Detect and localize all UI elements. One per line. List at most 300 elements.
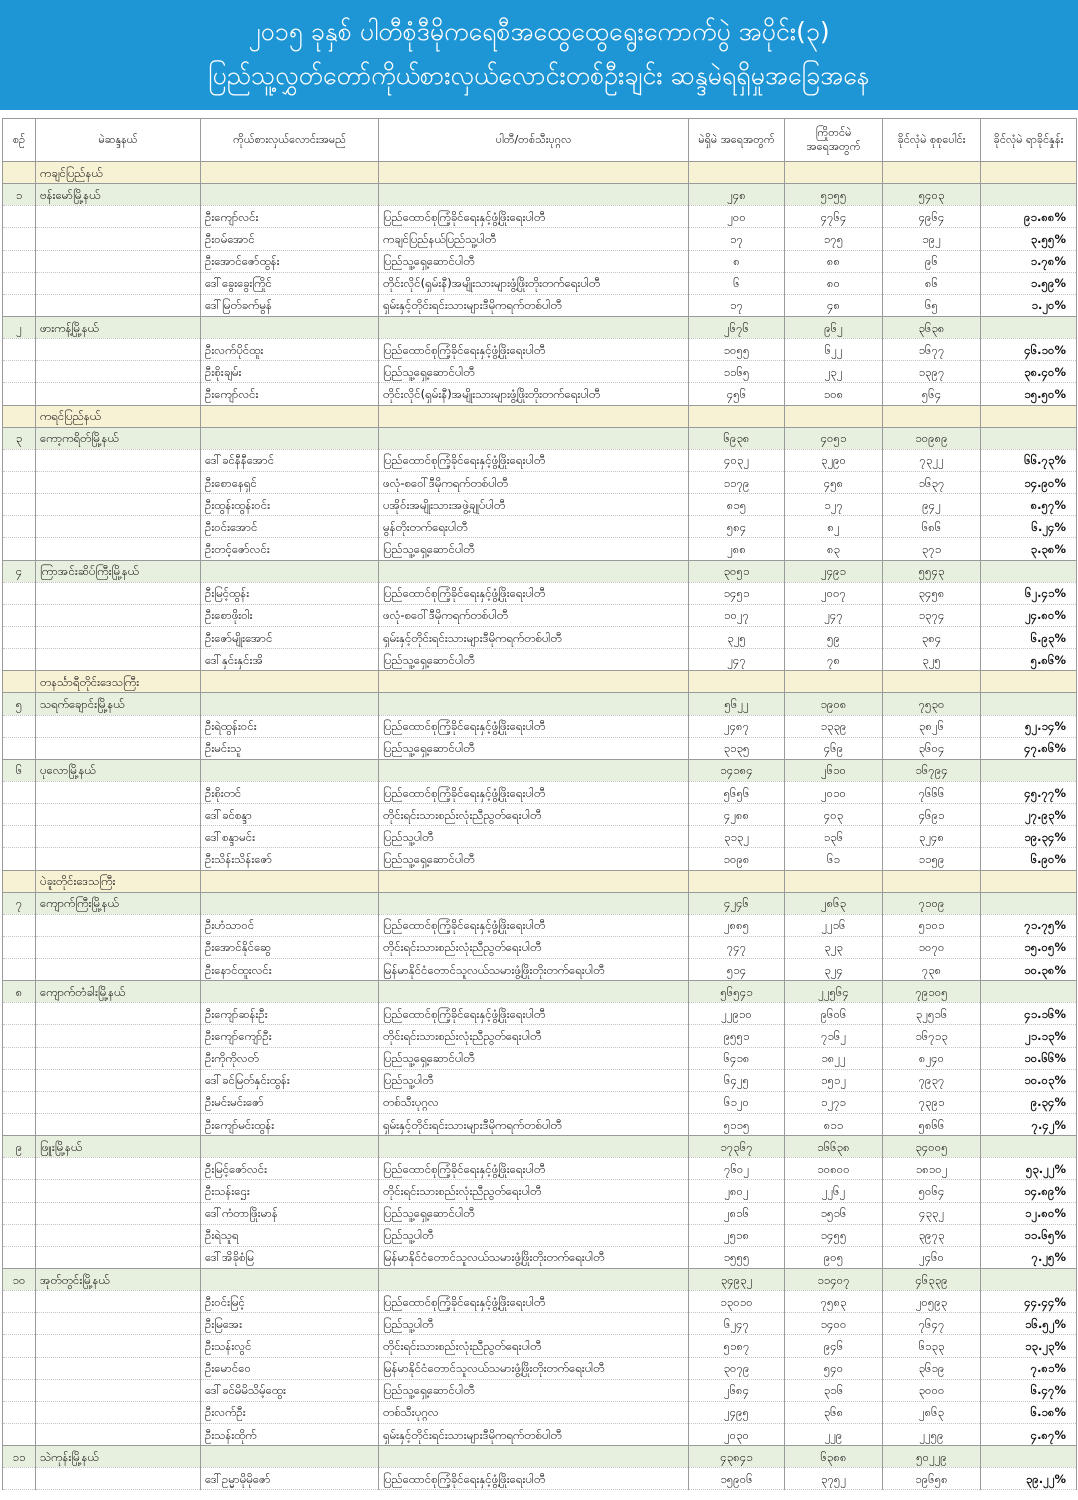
candidate-name-cell: ဦးအောင်နိုင်ဆွေ	[201, 936, 379, 958]
votes-cell: ၈	[689, 250, 785, 272]
advance-votes-cell: ၂၂၉	[785, 1424, 883, 1446]
row-no-cell	[3, 848, 36, 870]
party-name-cell: ပြည်ထောင်စုကြံ့ခိုင်ရေးနှင့်ဖွံ့ဖြိုးရေးပါတီ	[379, 715, 689, 737]
constituency-cell	[36, 1313, 201, 1335]
row-no-cell	[3, 272, 36, 294]
row-no-cell	[3, 914, 36, 936]
row-no-cell	[3, 228, 36, 250]
party-name-cell: ပြည်ထောင်စုကြံ့ခိုင်ရေးနှင့်ဖွံ့ဖြိုးရေးပါတီ	[379, 582, 689, 604]
votes-cell: ၁၇	[689, 294, 785, 316]
row-no-cell	[3, 959, 36, 981]
row-no-cell: ၂	[3, 316, 36, 338]
constituency-cell	[36, 848, 201, 870]
table-row	[3, 1158, 1077, 1180]
advance-votes-cell: ၉၆၀၆	[785, 1003, 883, 1025]
votes-cell: ၄၅၆	[689, 383, 785, 405]
total-cell: ၃၀၀၀	[883, 1379, 981, 1401]
votes-cell: ၅၆၂၂	[689, 693, 785, 715]
row-no-cell	[3, 626, 36, 648]
party-name-cell: ရှမ်းနှင့်တိုင်းရင်းသားများဒီမိုကရက်တစ်ပါတီ	[379, 294, 689, 316]
votes-cell: ၂၅၁၈	[689, 1224, 785, 1246]
region-row	[3, 405, 1077, 427]
total-cell: ၈၆	[883, 272, 981, 294]
votes-cell: ၃၀၇၉	[689, 1357, 785, 1379]
votes-cell: ၂၈၈၅	[689, 914, 785, 936]
row-no-cell	[3, 1224, 36, 1246]
votes-cell: ၁၀၂၇	[689, 604, 785, 626]
constituency-cell	[36, 1158, 201, 1180]
total-cell: ၃၄၀၀၅	[883, 1136, 981, 1158]
percent-cell: ၁၄.၈၉%	[981, 1180, 1077, 1202]
constituency-cell	[36, 272, 201, 294]
advance-votes-cell: ၁၃၃၉	[785, 715, 883, 737]
col-header-constituency: မဲဆန္ဒနယ်	[36, 119, 201, 162]
advance-votes-cell: ၇၁၆၂	[785, 1025, 883, 1047]
advance-votes-cell: ၁၄၀၀	[785, 1313, 883, 1335]
constituency-cell	[36, 339, 201, 361]
candidate-name-cell: ဦးသန်းဌေး	[201, 1180, 379, 1202]
total-cell: ၁၆၇၁၃	[883, 1025, 981, 1047]
advance-votes-cell: ၁၀၈၀၀	[785, 1158, 883, 1180]
table-body	[3, 162, 1077, 1490]
total-cell: ၁၉၆၅၈	[883, 1468, 981, 1490]
advance-votes-cell: ၂၆၁၀	[785, 759, 883, 781]
total-cell: ၇၆၆၆	[883, 781, 981, 803]
votes-cell: ၆	[689, 272, 785, 294]
total-cell: ၄၆၉၁	[883, 804, 981, 826]
votes-cell: ၂၀၃၀	[689, 1424, 785, 1446]
col-header-percent: ခိုင်လုံမဲ ရာခိုင်နှုန်း	[981, 119, 1077, 162]
candidate-name-cell: ဦးကျော်မင်းထွန်း	[201, 1114, 379, 1136]
party-name-cell: မွန်တိုးတက်ရေးပါတီ	[379, 516, 689, 538]
party-cell	[379, 1269, 689, 1291]
constituency-cell	[36, 1069, 201, 1091]
votes-cell	[689, 870, 785, 892]
percent-cell: ၃.၃၈%	[981, 538, 1077, 560]
total-cell: ၃၉၇၃	[883, 1224, 981, 1246]
row-no-cell	[3, 649, 36, 671]
percent-cell: ၁၀.၀၃%	[981, 1069, 1077, 1091]
total-cell: ၃၈၄	[883, 626, 981, 648]
party-name-cell: ပြည်သူ့ရှေ့ဆောင်ပါတီ	[379, 649, 689, 671]
total-cell: ၄၆၃၃၉	[883, 1269, 981, 1291]
region-row	[3, 671, 1077, 693]
constituency-cell	[36, 1401, 201, 1423]
votes-cell: ၂၄၈၇	[689, 715, 785, 737]
table-row	[3, 1401, 1077, 1423]
table-row	[3, 1468, 1077, 1490]
advance-votes-cell: ၅၄၀	[785, 1357, 883, 1379]
row-no-cell	[3, 936, 36, 958]
constituency-name-cell: ဖားကန့်မြို့နယ်	[36, 316, 201, 338]
advance-votes-cell: ၁၇၅	[785, 228, 883, 250]
col-header-party: ပါတီ/တစ်သီးပုဂ္ဂလ	[379, 119, 689, 162]
advance-votes-cell: ၄၈	[785, 294, 883, 316]
row-no-cell	[3, 1379, 36, 1401]
total-cell: ၁၆၇၉၄	[883, 759, 981, 781]
advance-votes-cell: ၅၁၅၅	[785, 184, 883, 206]
table-row	[3, 516, 1077, 538]
votes-cell: ၁၇	[689, 228, 785, 250]
row-no-cell	[3, 538, 36, 560]
table-row	[3, 228, 1077, 250]
total-cell: ၇၆၄၇	[883, 1313, 981, 1335]
constituency-row	[3, 184, 1077, 206]
party-name-cell: ပြည်သူ့ရှေ့ဆောင်ပါတီ	[379, 250, 689, 272]
table-row	[3, 494, 1077, 516]
party-cell	[379, 560, 689, 582]
row-no-cell: ၁၁	[3, 1446, 36, 1468]
candidate-name-cell: ဦးလက်ဦး	[201, 1401, 379, 1423]
votes-cell: ၆၄၁၈	[689, 1047, 785, 1069]
row-no-cell	[3, 206, 36, 228]
row-no-cell	[3, 294, 36, 316]
votes-cell: ၈၁၅	[689, 494, 785, 516]
party-cell	[379, 405, 689, 427]
advance-votes-cell: ၂၄၇	[785, 604, 883, 626]
table-row	[3, 1069, 1077, 1091]
constituency-cell	[36, 914, 201, 936]
percent-cell: ၃၈.၄၀%	[981, 361, 1077, 383]
row-no-cell	[3, 1468, 36, 1490]
constituency-cell	[36, 804, 201, 826]
party-name-cell: ပြည်ထောင်စုကြံ့ခိုင်ရေးနှင့်ဖွံ့ဖြိုးရေးပါတီ	[379, 449, 689, 471]
row-no-cell	[3, 826, 36, 848]
row-no-cell	[3, 1069, 36, 1091]
votes-cell: ၆၁၂၀	[689, 1091, 785, 1113]
total-cell: ၅၈၆၆	[883, 1114, 981, 1136]
percent-cell	[981, 405, 1077, 427]
total-cell	[883, 671, 981, 693]
percent-cell: ၂၄.၈၀%	[981, 604, 1077, 626]
constituency-row	[3, 759, 1077, 781]
candidate-name-cell: ဦးမောင်ဝေ	[201, 1357, 379, 1379]
percent-cell: ၆၂.၄၁%	[981, 582, 1077, 604]
percent-cell	[981, 162, 1077, 184]
table-row	[3, 1091, 1077, 1113]
constituency-cell	[36, 959, 201, 981]
table-row	[3, 649, 1077, 671]
constituency-cell	[36, 1003, 201, 1025]
party-name-cell: ပြည်ထောင်စုကြံ့ခိုင်ရေးနှင့်ဖွံ့ဖြိုးရေးပါတီ	[379, 339, 689, 361]
advance-votes-cell: ၉၄၆	[785, 1335, 883, 1357]
percent-cell: ၆.၄၇%	[981, 1379, 1077, 1401]
advance-votes-cell: ၃၇၅၂	[785, 1468, 883, 1490]
percent-cell: ၁၀.၃၈%	[981, 959, 1077, 981]
constituency-name-cell: ဖြူးမြို့နယ်	[36, 1136, 201, 1158]
table-header-row	[3, 119, 1077, 162]
total-cell: ၅၀၆၄	[883, 1180, 981, 1202]
candidate-name-cell: ဦးသိန်းသိန်းဇော်	[201, 848, 379, 870]
row-no-cell	[3, 781, 36, 803]
candidate-name-cell: ဦးစောနေရှင်	[201, 471, 379, 493]
party-name-cell: တိုင်းရင်းသားစည်းလုံးညီညွတ်ရေးပါတီ	[379, 1180, 689, 1202]
row-no-cell: ၈	[3, 981, 36, 1003]
table-row	[3, 936, 1077, 958]
constituency-cell	[36, 737, 201, 759]
party-name-cell: မြန်မာနိုင်ငံတောင်သူလယ်သမားဖွံ့ဖြိုးတိုးတက်ရေးပါတီ	[379, 959, 689, 981]
advance-votes-cell: ၁၈၂၂	[785, 1047, 883, 1069]
candidate-cell	[201, 1446, 379, 1468]
col-header-advance-votes: ကြိုတင်မဲ အရေအတွက်	[785, 119, 883, 162]
votes-cell: ၁၁၇၉	[689, 471, 785, 493]
row-no-cell: ၁၀	[3, 1269, 36, 1291]
total-cell	[883, 405, 981, 427]
votes-cell: ၇၆၀၂	[689, 1158, 785, 1180]
votes-cell: ၄၂၄၆	[689, 892, 785, 914]
party-cell	[379, 184, 689, 206]
constituency-name-cell: ကြာအင်းဆိပ်ကြီးမြို့နယ်	[36, 560, 201, 582]
candidate-name-cell: ဦးရဲထွန်းဝင်း	[201, 715, 379, 737]
advance-votes-cell: ၁၂၇၁	[785, 1091, 883, 1113]
row-no-cell	[3, 1047, 36, 1069]
party-cell	[379, 162, 689, 184]
party-name-cell: ဖလုံ-စဝေါ်ဒီမိုကရက်တစ်ပါတီ	[379, 471, 689, 493]
votes-cell: ၁၃၀၁၀	[689, 1291, 785, 1313]
votes-cell: ၃၄၉၃၂	[689, 1269, 785, 1291]
votes-cell: ၃၂၅	[689, 626, 785, 648]
region-name-cell: တနင်္သာရီတိုင်းဒေသကြီး	[36, 671, 201, 693]
advance-votes-cell: ၅၉	[785, 626, 883, 648]
constituency-cell	[36, 781, 201, 803]
row-no-cell	[3, 870, 36, 892]
total-cell: ၉၆	[883, 250, 981, 272]
total-cell: ၁၀၇၀	[883, 936, 981, 958]
percent-cell	[981, 671, 1077, 693]
candidate-name-cell: ဒေါ်ခင်နီနီအောင်	[201, 449, 379, 471]
total-cell: ၂၂၅၉	[883, 1424, 981, 1446]
votes-cell: ၅၁၈၇	[689, 1335, 785, 1357]
percent-cell	[981, 1136, 1077, 1158]
votes-cell: ၄၂၈၈	[689, 804, 785, 826]
votes-cell: ၆၉၃၈	[689, 427, 785, 449]
table-row	[3, 1025, 1077, 1047]
row-no-cell	[3, 582, 36, 604]
party-name-cell: ပြည်ထောင်စုကြံ့ခိုင်ရေးနှင့်ဖွံ့ဖြိုးရေးပါတီ	[379, 206, 689, 228]
advance-votes-cell: ၄၆၉	[785, 737, 883, 759]
advance-votes-cell	[785, 870, 883, 892]
candidate-cell	[201, 870, 379, 892]
percent-cell: ၆.၂၄%	[981, 516, 1077, 538]
table-row	[3, 1357, 1077, 1379]
candidate-name-cell: ဦးနောင်ထူးလင်း	[201, 959, 379, 981]
constituency-cell	[36, 1180, 201, 1202]
party-name-cell: တိုင်းလိုင်(ရှမ်းနီ)အမျိုးသားများဖွံ့ဖြိုးတိုးတက်ရေးပါတီ	[379, 383, 689, 405]
percent-cell: ၁.၂၀%	[981, 294, 1077, 316]
row-no-cell	[3, 250, 36, 272]
candidate-name-cell: ဒေါ်ခင်မြတ်နှင်းထွန်း	[201, 1069, 379, 1091]
row-no-cell	[3, 715, 36, 737]
percent-cell: ၁၉.၃၄%	[981, 826, 1077, 848]
percent-cell: ၆.၉၃%	[981, 626, 1077, 648]
percent-cell: ၆.၉၀%	[981, 848, 1077, 870]
advance-votes-cell: ၆၂၂	[785, 339, 883, 361]
constituency-cell	[36, 1357, 201, 1379]
advance-votes-cell	[785, 671, 883, 693]
party-name-cell: ရှမ်းနှင့်တိုင်းရင်းသားများဒီမိုကရက်တစ်ပါတီ	[379, 626, 689, 648]
percent-cell	[981, 316, 1077, 338]
constituency-row	[3, 1269, 1077, 1291]
table-row	[3, 626, 1077, 648]
votes-cell: ၁၅၅၅	[689, 1246, 785, 1268]
candidate-name-cell: ဒေါ်အိခိုစံမြ	[201, 1246, 379, 1268]
party-name-cell: ပြည်သူ့ပါတီ	[379, 1313, 689, 1335]
col-header-no: စဉ်	[3, 119, 36, 162]
row-no-cell	[3, 361, 36, 383]
total-cell: ၄၉၆၄	[883, 206, 981, 228]
party-name-cell: ပြည်သူ့ရှေ့ဆောင်ပါတီ	[379, 361, 689, 383]
title-line-2: ပြည်သူ့လွှတ်တော်ကိုယ်စားလှယ်လောင်းတစ်ဦးချင်း ဆန္ဒမဲရရှိမှုအခြေအနေ	[208, 61, 870, 90]
table-row	[3, 826, 1077, 848]
constituency-row	[3, 981, 1077, 1003]
total-cell: ၃၆၀၄	[883, 737, 981, 759]
votes-cell: ၂၂၉၁၀	[689, 1003, 785, 1025]
votes-cell: ၁၁၆၅	[689, 361, 785, 383]
total-cell: ၆၈၆	[883, 516, 981, 538]
region-name-cell: ပဲခူးတိုင်းဒေသကြီး	[36, 870, 201, 892]
advance-votes-cell: ၉၆၂	[785, 316, 883, 338]
total-cell: ၂၈၆၃	[883, 1401, 981, 1423]
constituency-cell	[36, 361, 201, 383]
votes-cell: ၂၆၈၄	[689, 1379, 785, 1401]
candidate-name-cell: ဦးလက်ပိုင်ထူး	[201, 339, 379, 361]
row-no-cell	[3, 405, 36, 427]
advance-votes-cell	[785, 405, 883, 427]
candidate-name-cell: ဦးဝင်းအောင်	[201, 516, 379, 538]
row-no-cell	[3, 383, 36, 405]
party-name-cell: ပြည်ထောင်စုကြံ့ခိုင်ရေးနှင့်ဖွံ့ဖြိုးရေးပါတီ	[379, 781, 689, 803]
percent-cell	[981, 560, 1077, 582]
row-no-cell	[3, 1180, 36, 1202]
region-row	[3, 162, 1077, 184]
candidate-cell	[201, 671, 379, 693]
party-name-cell: ဖလုံ-စဝေါ်ဒီမိုကရက်တစ်ပါတီ	[379, 604, 689, 626]
party-name-cell: ပြည်သူ့ရှေ့ဆောင်ပါတီ	[379, 538, 689, 560]
votes-cell: ၆၂၄၇	[689, 1313, 785, 1335]
row-no-cell: ၁	[3, 184, 36, 206]
constituency-cell	[36, 1091, 201, 1113]
constituency-cell	[36, 383, 201, 405]
percent-cell	[981, 1269, 1077, 1291]
col-header-votes: မဲရှိမဲ အရေအတွက်	[689, 119, 785, 162]
votes-cell: ၂၄၇	[689, 649, 785, 671]
row-no-cell	[3, 737, 36, 759]
row-no-cell	[3, 1357, 36, 1379]
party-name-cell: တိုင်းလိုင်(ရှမ်းနီ)အမျိုးသားများဖွံ့ဖြိုးတိုးတက်ရေးပါတီ	[379, 272, 689, 294]
table-row	[3, 383, 1077, 405]
party-cell	[379, 316, 689, 338]
candidate-cell	[201, 1269, 379, 1291]
table-row	[3, 339, 1077, 361]
advance-votes-cell: ၈၁၁	[785, 1114, 883, 1136]
votes-cell: ၅၆၅၆	[689, 781, 785, 803]
percent-cell	[981, 892, 1077, 914]
votes-cell: ၇၄၇	[689, 936, 785, 958]
constituency-name-cell: သဲကုန်းမြို့နယ်	[36, 1446, 201, 1468]
row-no-cell	[3, 1091, 36, 1113]
percent-cell: ၄.၈၇%	[981, 1424, 1077, 1446]
row-no-cell	[3, 1246, 36, 1268]
party-name-cell: ပြည်သူ့ပါတီ	[379, 1224, 689, 1246]
candidate-name-cell: ဦးတင့်ဇော်လင်း	[201, 538, 379, 560]
table-row	[3, 781, 1077, 803]
candidate-cell	[201, 162, 379, 184]
total-cell: ၃၂၅၁၆	[883, 1003, 981, 1025]
percent-cell: ၂၇.၉၃%	[981, 804, 1077, 826]
row-no-cell	[3, 1202, 36, 1224]
votes-cell: ၅၈၄	[689, 516, 785, 538]
percent-cell: ၆.၁၈%	[981, 1401, 1077, 1423]
percent-cell: ၁.၅၉%	[981, 272, 1077, 294]
percent-cell: ၉.၃၄%	[981, 1091, 1077, 1113]
percent-cell: ၆၆.၇၃%	[981, 449, 1077, 471]
percent-cell: ၁၁.၆၅%	[981, 1224, 1077, 1246]
constituency-cell	[36, 1335, 201, 1357]
advance-votes-cell: ၉၀၅	[785, 1246, 883, 1268]
party-name-cell: တိုင်းရင်းသားစည်းလုံးညီညွတ်ရေးပါတီ	[379, 1025, 689, 1047]
total-cell: ၇၃၂၂	[883, 449, 981, 471]
percent-cell: ၄၁.၁၆%	[981, 1003, 1077, 1025]
candidate-name-cell: ဦးသန်းလွင်	[201, 1335, 379, 1357]
table-row	[3, 1180, 1077, 1202]
total-cell: ၁၆၃၇	[883, 471, 981, 493]
votes-cell: ၅၆၅၄၁	[689, 981, 785, 1003]
party-name-cell: ပြည်သူ့ရှေ့ဆောင်ပါတီ	[379, 1379, 689, 1401]
percent-cell: ၁၅.၅၀%	[981, 383, 1077, 405]
votes-cell: ၅၁၄	[689, 959, 785, 981]
candidate-name-cell: ဦးစောဖိုးဝါး	[201, 604, 379, 626]
candidate-cell	[201, 560, 379, 582]
percent-cell: ၁၂.၈၀%	[981, 1202, 1077, 1224]
constituency-cell	[36, 228, 201, 250]
candidate-name-cell: ဦးထွန်းထွန်းဝင်း	[201, 494, 379, 516]
advance-votes-cell: ၄၇၆၄	[785, 206, 883, 228]
constituency-cell	[36, 1379, 201, 1401]
votes-cell: ၄၀၃၂	[689, 449, 785, 471]
table-row	[3, 1313, 1077, 1335]
constituency-cell	[36, 250, 201, 272]
party-name-cell: ပြည်ထောင်စုကြံ့ခိုင်ရေးနှင့်ဖွံ့ဖြိုးရေးပါတီ	[379, 1003, 689, 1025]
candidate-cell	[201, 892, 379, 914]
table-row	[3, 1003, 1077, 1025]
party-name-cell: ပအိုဝ်းအမျိုးသားအဖွဲ့ချုပ်ပါတီ	[379, 494, 689, 516]
votes-cell	[689, 405, 785, 427]
candidate-name-cell: ဒေါ်စန္ဒာမင်း	[201, 826, 379, 848]
advance-votes-cell: ၁၉၀၈	[785, 693, 883, 715]
total-cell: ၅၅၄၃	[883, 560, 981, 582]
percent-cell	[981, 870, 1077, 892]
candidate-name-cell: ဦးအောင်ဇော်ထွန်း	[201, 250, 379, 272]
candidate-name-cell: ဦးကျော်ဆန်းဦး	[201, 1003, 379, 1025]
votes-cell: ၁၀၅၅	[689, 339, 785, 361]
party-cell	[379, 870, 689, 892]
constituency-row	[3, 1136, 1077, 1158]
advance-votes-cell: ၃၂၃	[785, 936, 883, 958]
candidate-name-cell: ဒေါ်မြတ်ခက်မွန်	[201, 294, 379, 316]
percent-cell	[981, 759, 1077, 781]
table-row	[3, 449, 1077, 471]
constituency-cell	[36, 494, 201, 516]
region-row	[3, 870, 1077, 892]
table-row	[3, 272, 1077, 294]
constituency-cell	[36, 715, 201, 737]
constituency-name-cell: ကျောက်တံခါးမြို့နယ်	[36, 981, 201, 1003]
table-row	[3, 250, 1077, 272]
advance-votes-cell: ၂၄၉၁	[785, 560, 883, 582]
advance-votes-cell: ၃၂၄	[785, 959, 883, 981]
party-name-cell: ပြည်သူ့ရှေ့ဆောင်ပါတီ	[379, 1202, 689, 1224]
candidate-name-cell: ဦးမြင့်ထွန်း	[201, 582, 379, 604]
